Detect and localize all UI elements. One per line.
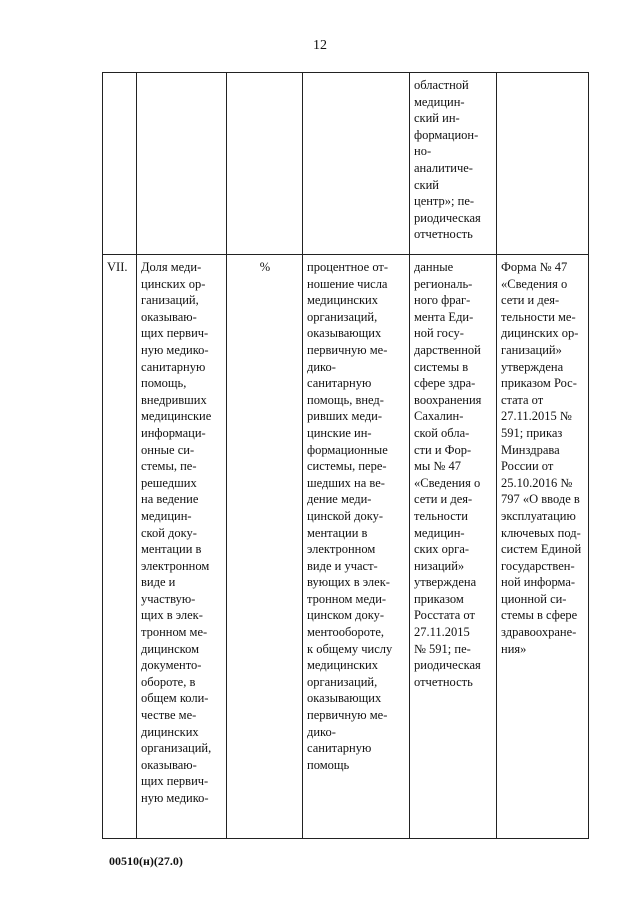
text-line: онные си-: [141, 442, 195, 457]
footer-code: 00510(н)(27.0): [109, 854, 183, 868]
text-line: ментообороте,: [307, 625, 385, 640]
text-line: цинские ин-: [307, 425, 372, 440]
text-line: сети и дея-: [501, 293, 560, 308]
text-line: общем коли-: [141, 691, 209, 706]
text-line: первичную ме-: [307, 708, 388, 723]
text-line: государствен-: [501, 558, 575, 573]
text-line: дицинском: [141, 641, 200, 656]
text-line: приказом: [414, 591, 464, 606]
text-line: «Сведения о: [501, 276, 568, 291]
text-line: участвую-: [141, 591, 196, 606]
text-line: «Сведения о: [414, 475, 481, 490]
text-line: риодическая: [414, 210, 481, 225]
text-line: цинском доку-: [307, 608, 385, 623]
text-line: № 591; пе-: [414, 641, 471, 656]
text-line: честве ме-: [141, 708, 197, 723]
text-line: щих первич-: [141, 774, 209, 789]
text-line: 25.10.2016 №: [501, 475, 573, 490]
text-line: щих первич-: [141, 326, 209, 341]
cell-indicator-empty: [137, 73, 227, 255]
text-line: приказом Рос-: [501, 376, 577, 391]
text-line: организаций,: [307, 674, 378, 689]
text-line: стата от: [501, 392, 544, 407]
text-line: 797 «О вводе в: [501, 492, 580, 507]
table-row-vii: [103, 255, 589, 839]
text-line: ной информа-: [501, 575, 576, 590]
text-line: формацион-: [414, 127, 479, 142]
cell-source: [410, 255, 497, 839]
text-line: шедших на ве-: [307, 475, 385, 490]
text-line: вующих в элек-: [307, 575, 390, 590]
text-line: системы в: [414, 359, 469, 374]
cell-number-empty: [103, 73, 137, 255]
text-line: ной госу-: [414, 326, 464, 341]
text-line: ский: [414, 177, 439, 192]
text-line: региональ-: [414, 276, 473, 291]
text-line: мента Еди-: [414, 309, 474, 324]
page-number: 12: [313, 38, 327, 53]
text-line: электронном: [141, 558, 210, 573]
text-line: к общему числу: [307, 641, 393, 656]
text-line: сти и Фор-: [414, 442, 472, 457]
text-line: оказываю-: [141, 757, 197, 772]
text-line: цинской доку-: [307, 508, 384, 523]
cell-unit-empty: [227, 73, 303, 255]
text-line: щих в элек-: [141, 608, 203, 623]
text-line: электронном: [307, 542, 376, 557]
text-line: Сахалин-: [414, 409, 464, 424]
text-line: дение меди-: [307, 492, 372, 507]
text-line: ский ин-: [414, 111, 460, 126]
text-line: 27.11.2015: [414, 625, 470, 640]
text-line: процентное от-: [307, 260, 389, 274]
cell-method: [303, 255, 410, 839]
text-line: ментации в: [141, 542, 202, 557]
text-line: стемы, пе-: [141, 459, 197, 474]
indicator-lines: [141, 259, 223, 807]
text-line: тельности ме-: [501, 309, 576, 324]
text-line: мы № 47: [414, 459, 461, 474]
text-line: помощь: [307, 757, 350, 772]
text-line: медицин-: [414, 525, 465, 540]
cell-source-continued: [410, 73, 497, 255]
text-line: документо-: [141, 658, 202, 673]
row-number: [103, 255, 137, 839]
text-line: формационные: [307, 442, 388, 457]
table-row-continued: [103, 73, 589, 255]
text-line: сфере здра-: [414, 376, 476, 391]
text-line: эксплуатацию: [501, 508, 576, 523]
cell-method-empty: [303, 73, 410, 255]
text-line: утверждена: [414, 575, 477, 590]
text-line: организаций,: [307, 309, 378, 324]
text-line: дарственной: [414, 342, 481, 357]
text-line: 591; приказ: [501, 425, 563, 440]
text-line: решедших: [141, 475, 197, 490]
text-line: ганизаций»: [501, 342, 562, 357]
text-line: ного фраг-: [414, 293, 471, 308]
text-line: низаций»: [414, 558, 465, 573]
text-line: ской доку-: [141, 525, 197, 540]
text-line: 27.11.2015 №: [501, 409, 572, 424]
text-line: тельности: [414, 508, 468, 523]
text-line: оказывающих: [307, 691, 382, 706]
text-line: помощь,: [141, 376, 187, 391]
text-line: медицинских: [307, 658, 378, 673]
text-line: России от: [501, 459, 554, 474]
text-line: санитарную: [307, 741, 372, 756]
cell-document-empty: [497, 73, 589, 255]
text-line: ментации в: [307, 525, 368, 540]
text-line: обороте, в: [141, 674, 196, 689]
source-lines: [414, 77, 493, 243]
text-line: воохранения: [414, 392, 482, 407]
text-line: утверждена: [501, 359, 564, 374]
text-line: помощь, внед-: [307, 392, 384, 407]
method-lines: [307, 259, 406, 773]
text-line: ционной си-: [501, 591, 567, 606]
text-line: медицин-: [414, 94, 465, 109]
text-line: но-: [414, 144, 432, 159]
text-line: ношение числа: [307, 276, 388, 291]
cell-document: [497, 255, 589, 839]
text-line: ную медико-: [141, 342, 209, 357]
text-line: цинских ор-: [141, 276, 206, 291]
text-line: медицин-: [141, 508, 192, 523]
text-line: ключевых под-: [501, 525, 581, 540]
text-line: первичную ме-: [307, 342, 388, 357]
text-line: ских орга-: [414, 542, 470, 557]
text-line: системы, пере-: [307, 459, 387, 474]
indicators-table: [102, 72, 589, 839]
text-line: Форма № 47: [501, 260, 568, 274]
text-line: санитарную: [141, 359, 206, 374]
text-line: Доля меди-: [141, 260, 202, 274]
text-line: оказывающих: [307, 326, 382, 341]
text-line: стемы в сфере: [501, 608, 578, 623]
source-lines: [414, 259, 493, 690]
text-line: отчетность: [414, 227, 473, 242]
text-line: отчетность: [414, 674, 473, 689]
text-line: центр»; пе-: [414, 194, 475, 209]
unit-text: %: [259, 260, 271, 274]
cell-indicator: [137, 255, 227, 839]
text-line: сети и дея-: [414, 492, 473, 507]
text-line: дицинских: [141, 724, 199, 739]
text-line: областной: [414, 78, 469, 92]
text-line: ния»: [501, 641, 527, 656]
text-line: дицинских ор-: [501, 326, 579, 341]
text-line: дико-: [307, 359, 336, 374]
text-line: виде и участ-: [307, 558, 378, 573]
text-line: аналитиче-: [414, 160, 473, 175]
text-line: оказываю-: [141, 309, 197, 324]
document-lines: [501, 259, 585, 657]
text-line: организаций,: [141, 741, 212, 756]
cell-unit: [227, 255, 303, 839]
text-line: дико-: [307, 724, 336, 739]
text-line: ривших меди-: [307, 409, 383, 424]
text-line: виде и: [141, 575, 176, 590]
text-line: данные: [414, 260, 454, 274]
text-line: систем Единой: [501, 542, 582, 557]
text-line: ганизаций,: [141, 293, 199, 308]
row-number-text: VII.: [107, 260, 128, 274]
text-line: санитарную: [307, 376, 372, 391]
text-line: информаци-: [141, 425, 206, 440]
text-line: медицинских: [307, 293, 378, 308]
text-line: здравоохране-: [501, 625, 577, 640]
text-line: тронном ме-: [141, 625, 208, 640]
text-line: риодическая: [414, 658, 481, 673]
text-line: ской обла-: [414, 425, 470, 440]
text-line: ную медико-: [141, 791, 209, 805]
text-line: медицинские: [141, 409, 212, 424]
text-line: тронном меди-: [307, 591, 387, 606]
text-line: на ведение: [141, 492, 199, 507]
text-line: внедривших: [141, 392, 207, 407]
text-line: Минздрава: [501, 442, 560, 457]
text-line: Росстата от: [414, 608, 475, 623]
